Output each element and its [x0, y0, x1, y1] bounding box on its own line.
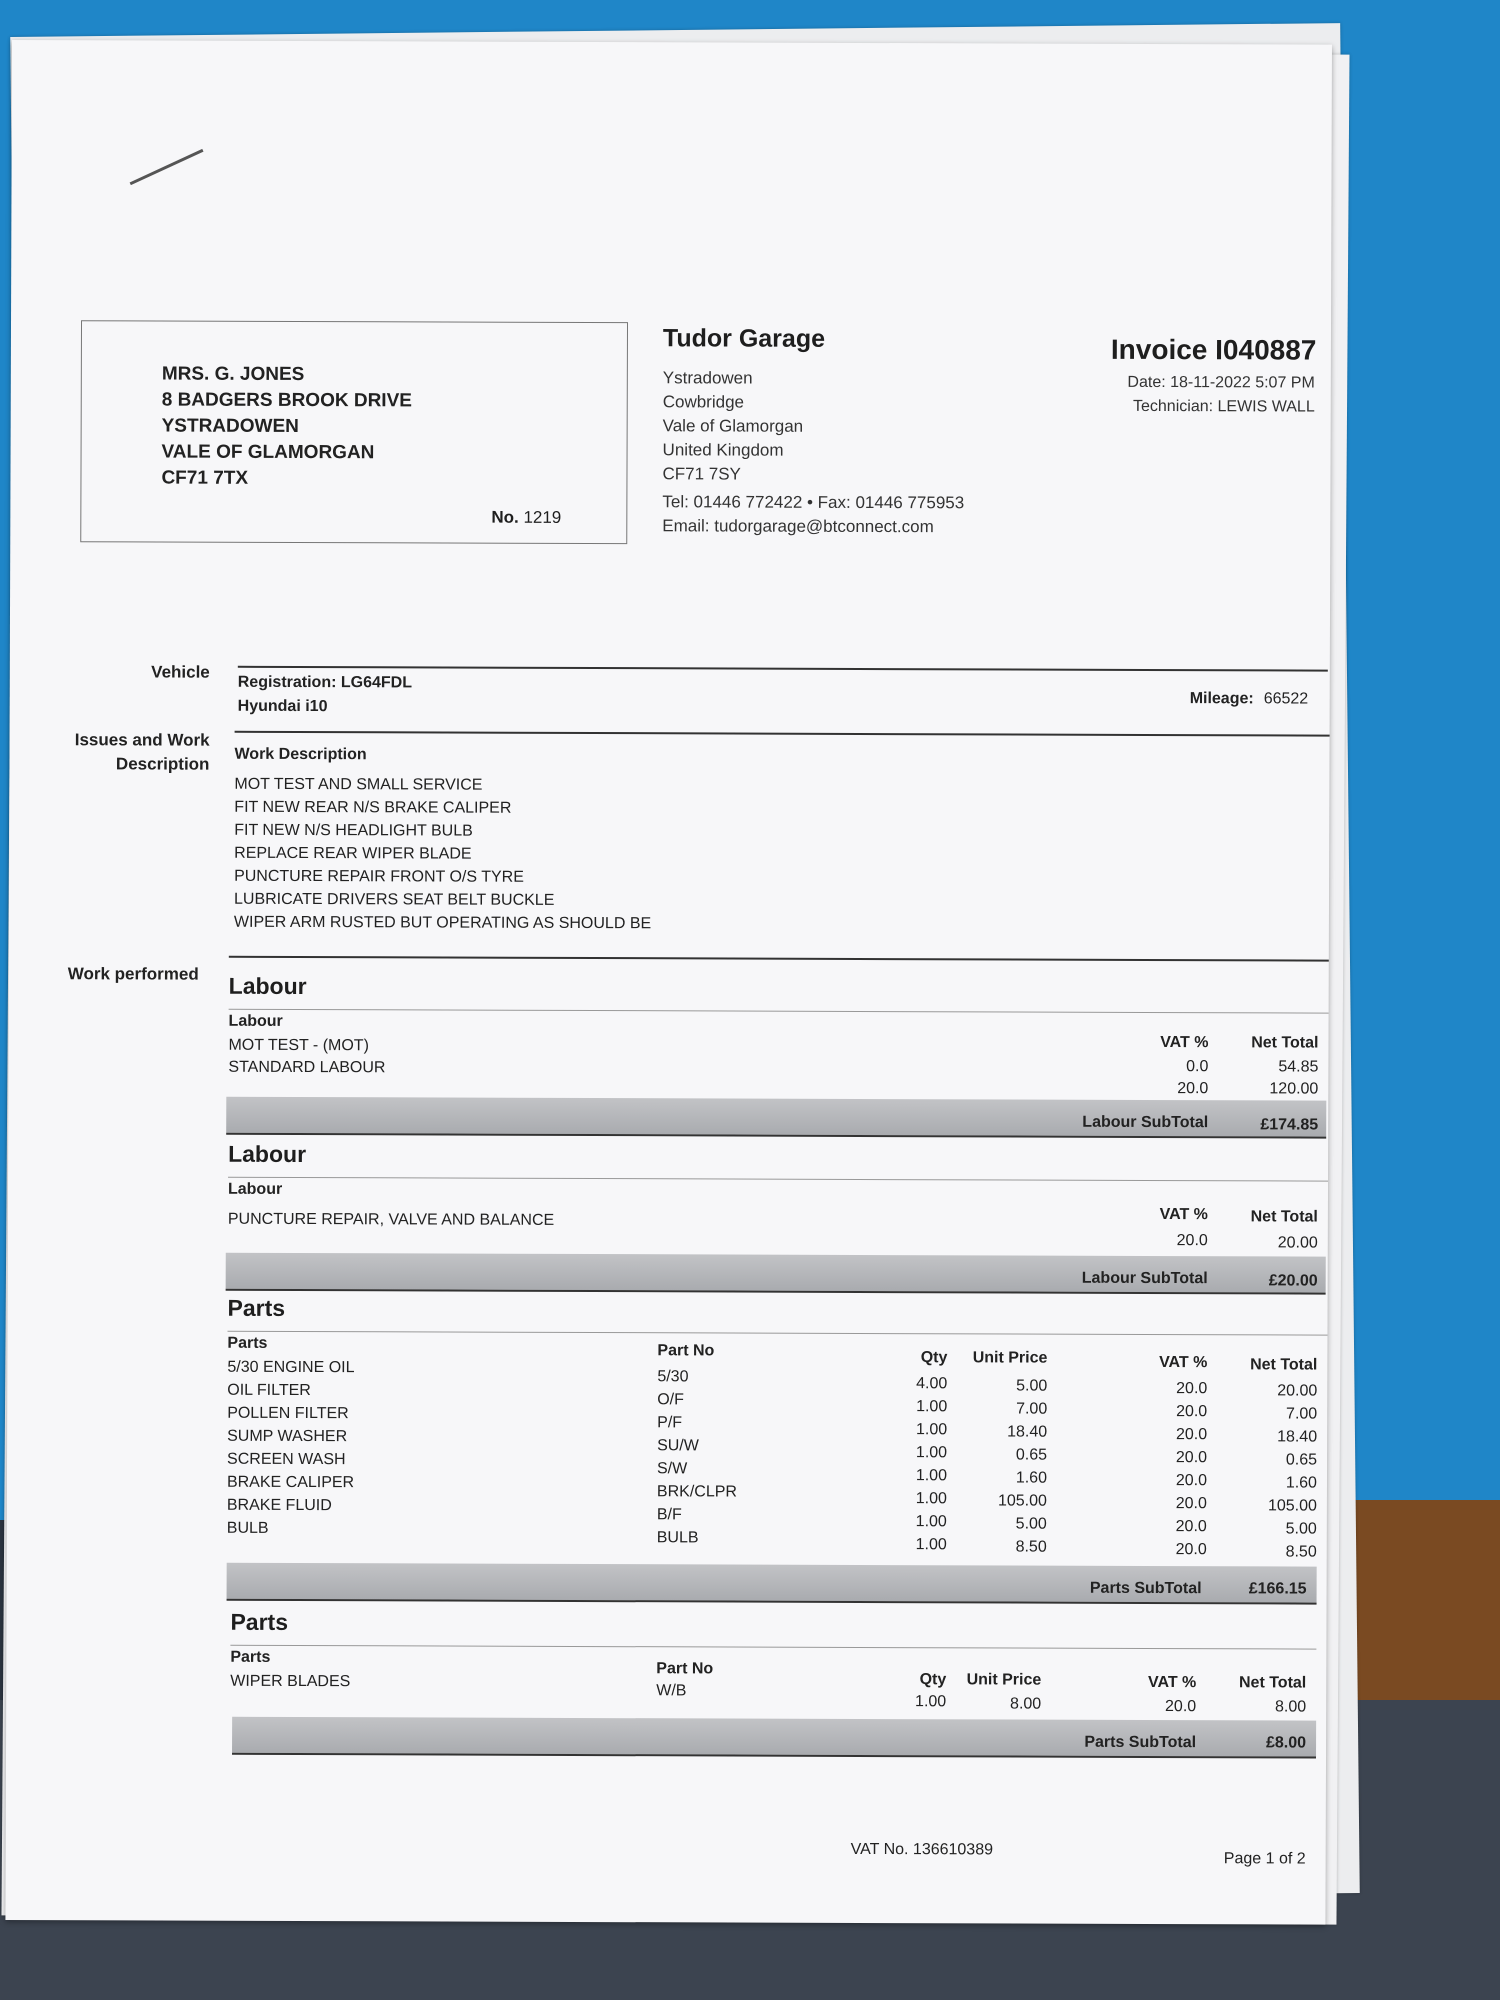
parts-item-net: 8.50: [1285, 1543, 1317, 1561]
parts-item: SCREEN WASH: [227, 1450, 346, 1469]
divider: [238, 666, 1328, 671]
parts-item: SUMP WASHER: [227, 1427, 348, 1446]
labour-section-title: Labour: [228, 972, 307, 1000]
work-performed-label: Work performed: [67, 964, 199, 984]
parts-item: OIL FILTER: [227, 1381, 311, 1400]
parts-item-partno: O/F: [657, 1391, 684, 1409]
net-total-header: Net Total: [1251, 1034, 1319, 1052]
labour-item-vat: 20.0: [1176, 1232, 1208, 1250]
page-number: Page 1 of 2: [1223, 1850, 1306, 1868]
customer-address-line: 8 BADGERS BROOK DRIVE: [161, 389, 412, 412]
parts-section-title: Parts: [227, 1294, 286, 1321]
divider: [228, 1177, 1328, 1182]
work-description-item: REPLACE REAR WIPER BLADE: [234, 844, 472, 863]
parts-item-vat: 20.0: [1175, 1449, 1208, 1467]
parts-subtotal-value: £166.15: [1248, 1580, 1307, 1598]
labour-subheading: Labour: [228, 1012, 283, 1030]
part-no-header: Part No: [656, 1660, 714, 1678]
parts-item-net: 20.00: [1277, 1382, 1318, 1400]
divider: [227, 1331, 1327, 1336]
parts-item-qty: 1.00: [916, 1398, 948, 1416]
issues-section-label: Issues and Work: [74, 730, 210, 750]
labour-item-net: 20.00: [1277, 1234, 1318, 1252]
parts-item-unit-price: 0.65: [1015, 1446, 1048, 1464]
parts-item-net: 1.60: [1285, 1474, 1318, 1492]
parts-item-unit-price: 8.50: [1015, 1538, 1047, 1556]
parts-item-partno: BRK/CLPR: [656, 1483, 737, 1501]
customer-address-line: YSTRADOWEN: [161, 415, 299, 438]
parts-item: WIPER BLADES: [230, 1672, 351, 1691]
customer-address-line: VALE OF GLAMORGAN: [161, 441, 375, 464]
vehicle-section-label: Vehicle: [151, 662, 210, 682]
parts-item-partno: BULB: [656, 1529, 699, 1547]
work-description-item: WIPER ARM RUSTED BUT OPERATING AS SHOULD BE: [233, 913, 652, 933]
work-description-item: LUBRICATE DRIVERS SEAT BELT BUCKLE: [233, 890, 555, 909]
customer-number-value: 1219: [523, 507, 562, 527]
customer-postcode: CF71 7TX: [161, 467, 249, 489]
net-total-header: Net Total: [1238, 1674, 1307, 1692]
garage-address-line: Ystradowen: [662, 368, 753, 388]
parts-item-unit-price: 8.00: [1010, 1695, 1042, 1713]
garage-address-line: Vale of Glamorgan: [662, 416, 804, 436]
net-total-header: Net Total: [1250, 1356, 1318, 1374]
pencil-mark: [130, 149, 204, 185]
parts-item-vat: 20.0: [1175, 1495, 1207, 1513]
parts-item-net: 0.65: [1285, 1451, 1318, 1469]
garage-phone-fax: Tel: 01446 772422 • Fax: 01446 775953: [662, 492, 965, 513]
parts-item-qty: 1.00: [915, 1444, 948, 1462]
unit-price-header: Unit Price: [972, 1349, 1048, 1367]
customer-name: MRS. G. JONES: [161, 363, 305, 386]
vehicle-model: Hyundai i10: [237, 697, 328, 716]
parts-item-unit-price: 105.00: [997, 1492, 1047, 1510]
parts-item-partno: SU/W: [657, 1437, 699, 1455]
invoice-technician: Technician: LEWIS WALL: [1132, 397, 1315, 416]
parts-item-vat: 20.0: [1175, 1518, 1207, 1536]
customer-address-box: [80, 320, 628, 544]
parts-item-qty: 1.00: [915, 1693, 947, 1711]
vat-header: VAT %: [1147, 1673, 1197, 1692]
parts-item-net: 105.00: [1267, 1497, 1317, 1515]
labour-subtotal-value: £20.00: [1268, 1272, 1318, 1290]
mileage-label: Mileage:: [1189, 690, 1254, 708]
parts-item-vat: 20.0: [1175, 1426, 1208, 1444]
parts-item-partno: W/B: [656, 1682, 687, 1700]
parts-item-qty: 1.00: [915, 1467, 948, 1485]
labour-item: MOT TEST - (MOT): [228, 1036, 369, 1055]
parts-subtotal-value: £8.00: [1265, 1734, 1307, 1752]
parts-item: POLLEN FILTER: [227, 1404, 349, 1423]
labour-subheading: Labour: [227, 1180, 283, 1198]
parts-item-vat: 20.0: [1175, 1541, 1207, 1559]
parts-subtotal-label: Parts SubTotal: [1084, 1733, 1197, 1752]
divider: [229, 1009, 1329, 1014]
vehicle-registration: Registration: LG64FDL: [237, 673, 413, 692]
labour-subtotal-value: £174.85: [1260, 1116, 1319, 1134]
work-description-item: PUNCTURE REPAIR FRONT O/S TYRE: [234, 867, 524, 886]
part-no-header: Part No: [657, 1342, 715, 1360]
labour-item-vat: 0.0: [1186, 1058, 1209, 1076]
divider: [235, 731, 1330, 736]
parts-item-qty: 1.00: [915, 1536, 947, 1554]
work-description-item: MOT TEST AND SMALL SERVICE: [234, 775, 483, 794]
parts-item-partno: S/W: [656, 1460, 688, 1478]
labour-section-title: Labour: [228, 1140, 307, 1168]
divider: [230, 1645, 1316, 1650]
invoice-date: Date: 18-11-2022 5:07 PM: [1127, 373, 1315, 392]
parts-item: BULB: [226, 1519, 269, 1537]
issues-section-label: Description: [115, 754, 210, 774]
labour-item-net: 120.00: [1269, 1080, 1319, 1098]
parts-item-partno: B/F: [656, 1506, 682, 1524]
divider: [229, 956, 1329, 961]
qty-header: Qty: [920, 1349, 948, 1367]
labour-item-vat: 20.0: [1177, 1080, 1209, 1098]
parts-item-net: 7.00: [1286, 1405, 1318, 1423]
customer-number: [491, 508, 561, 528]
vat-header: VAT %: [1159, 1206, 1208, 1224]
parts-item-vat: 20.0: [1176, 1403, 1208, 1421]
parts-item-partno: 5/30: [657, 1368, 689, 1386]
work-description-item: FIT NEW N/S HEADLIGHT BULB: [234, 821, 473, 840]
labour-item: STANDARD LABOUR: [228, 1058, 386, 1077]
unit-price-header: Unit Price: [966, 1671, 1042, 1689]
vat-header: VAT %: [1159, 1354, 1208, 1372]
invoice-title: Invoice I040887: [1110, 333, 1317, 366]
qty-header: Qty: [919, 1671, 947, 1689]
vat-header: VAT %: [1160, 1034, 1209, 1052]
invoice-page: [5, 40, 1332, 1925]
parts-subheading: Parts: [230, 1648, 271, 1666]
mileage-value: 66522: [1263, 690, 1309, 708]
parts-item: 5/30 ENGINE OIL: [227, 1358, 355, 1377]
parts-subheading: Parts: [227, 1334, 268, 1352]
parts-item-qty: 1.00: [915, 1421, 948, 1439]
work-description-heading: Work Description: [234, 745, 367, 764]
garage-postcode: CF71 7SY: [662, 464, 741, 484]
parts-item-net: 5.00: [1285, 1520, 1317, 1538]
parts-item-vat: 20.0: [1165, 1698, 1197, 1716]
parts-item-unit-price: 7.00: [1016, 1400, 1048, 1418]
parts-subtotal-label: Parts SubTotal: [1089, 1579, 1202, 1598]
labour-item-net: 54.85: [1278, 1058, 1319, 1076]
parts-item-vat: 20.0: [1176, 1380, 1208, 1398]
parts-item-unit-price: 5.00: [1015, 1515, 1047, 1533]
parts-item-net: 8.00: [1275, 1698, 1307, 1716]
parts-item-qty: 1.00: [915, 1513, 947, 1531]
garage-email: Email: tudorgarage@btconnect.com: [662, 516, 934, 537]
parts-item: BRAKE FLUID: [226, 1496, 332, 1515]
parts-item-unit-price: 1.60: [1015, 1469, 1048, 1487]
parts-section-title: Parts: [230, 1608, 289, 1635]
garage-name: Tudor Garage: [662, 324, 826, 353]
parts-item: BRAKE CALIPER: [226, 1473, 355, 1492]
work-description-item: FIT NEW REAR N/S BRAKE CALIPER: [234, 798, 512, 817]
parts-item-qty: 4.00: [916, 1375, 948, 1393]
vat-number: VAT No. 136610389: [850, 1840, 994, 1859]
customer-number-label: No.: [491, 507, 519, 527]
parts-item-net: 18.40: [1277, 1428, 1318, 1446]
labour-subtotal-label: Labour SubTotal: [1081, 1269, 1208, 1288]
net-total-header: Net Total: [1250, 1208, 1318, 1226]
parts-item-unit-price: 5.00: [1016, 1377, 1048, 1395]
labour-subtotal-label: Labour SubTotal: [1082, 1113, 1209, 1132]
garage-address-line: United Kingdom: [662, 440, 784, 460]
parts-item-unit-price: 18.40: [1007, 1423, 1048, 1441]
parts-item-qty: 1.00: [915, 1490, 947, 1508]
parts-item-vat: 20.0: [1175, 1472, 1208, 1490]
garage-address-line: Cowbridge: [662, 392, 745, 412]
parts-item-partno: P/F: [657, 1414, 683, 1432]
labour-item: PUNCTURE REPAIR, VALVE AND BALANCE: [227, 1210, 555, 1229]
